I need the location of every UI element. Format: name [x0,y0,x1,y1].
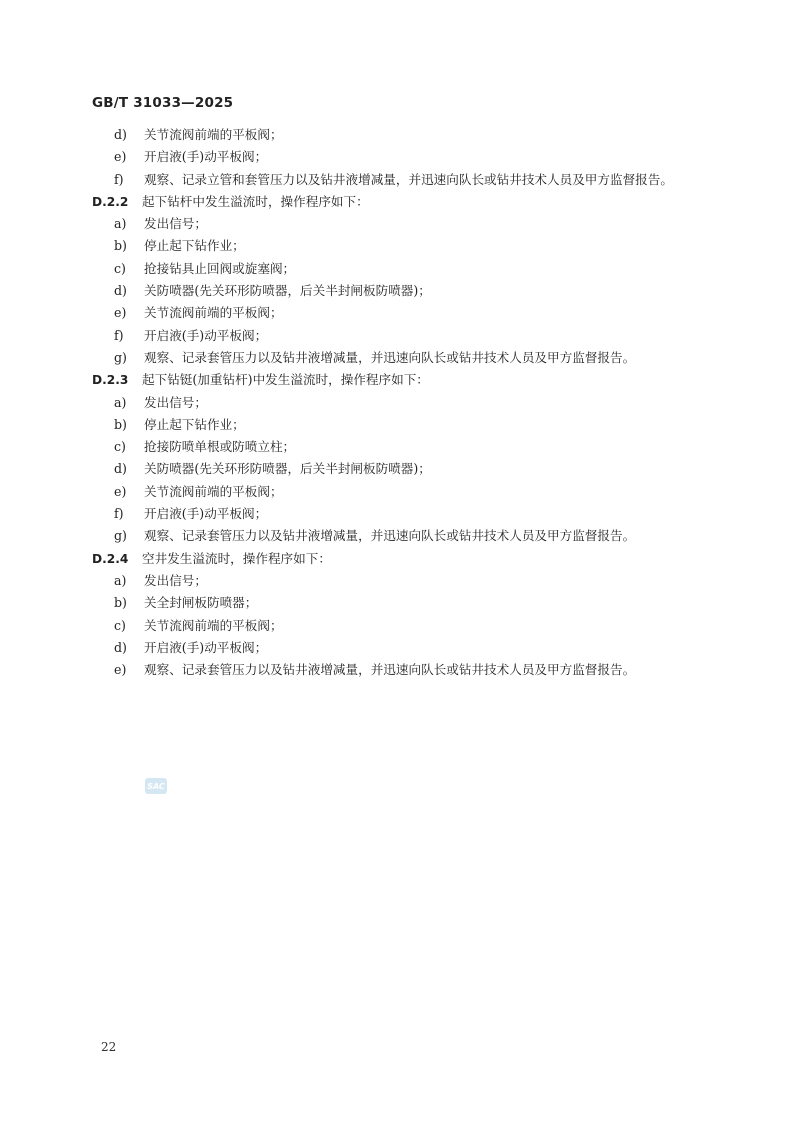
list-item [92,347,702,369]
list-item-text: 观察、记录套管压力以及钻井液增减量，并迅速向队长或钻井技术人员及甲方监督报告。 [144,349,636,365]
document-body [92,124,702,681]
list-item-marker: d) [114,461,127,477]
clause-number: D.2.4 [92,551,129,566]
list-item-text: 发出信号； [144,572,207,588]
list-item-marker: f) [114,506,124,522]
document-code-header: GB/T 31033—2025 [92,95,234,111]
list-item [92,570,702,592]
list-item-text: 开启液(手)动平板阀； [144,639,268,655]
list-item-text: 观察、记录立管和套管压力以及钻井液增减量，并迅速向队长或钻井技术人员及甲方监督报告。 [144,171,673,187]
list-item [92,436,702,458]
list-item-marker: d) [114,127,127,142]
list-item [92,213,702,235]
list-item-marker: c) [114,439,126,455]
list-item-marker: a) [114,394,127,410]
list-item-text: 关节流阀前端的平板阀； [144,127,283,142]
list-item-marker: b) [114,595,127,611]
clause-text: 起下钻铤(加重钻杆)中发生溢流时，操作程序如下： [142,372,429,388]
list-item-marker: e) [114,662,127,678]
list-item [92,235,702,257]
list-item-text: 开启液(手)动平板阀； [144,327,268,343]
list-item-marker: a) [114,216,127,232]
list-item-marker: c) [114,260,126,276]
list-item-text: 开启液(手)动平板阀； [144,149,268,165]
list-item [92,302,702,324]
clause-text: 起下钻杆中发生溢流时，操作程序如下： [142,193,369,209]
list-item [92,503,702,525]
list-item-text: 关防喷器(先关环形防喷器，后关半封闸板防喷器)； [144,283,431,299]
list-item-text: 发出信号； [144,394,207,410]
list-item-text: 开启液(手)动平板阀； [144,506,268,522]
list-item [92,458,702,480]
list-item-text: 关节流阀前端的平板阀； [144,483,283,499]
clause-number: D.2.3 [92,373,129,388]
list-item [92,481,702,503]
list-item [92,637,702,659]
list-item [92,169,702,191]
list-item-text: 关节流阀前端的平板阀； [144,617,283,633]
list-item [92,325,702,347]
list-item-marker: a) [114,572,127,588]
page-number: 22 [101,1040,117,1054]
list-item [92,659,702,681]
list-item-marker: e) [114,305,127,321]
clause-text: 空井发生溢流时，操作程序如下： [142,550,331,566]
list-item-marker: d) [114,639,127,655]
clause-number: D.2.2 [92,194,129,209]
list-item-marker: b) [114,238,127,254]
list-item-marker: f) [114,171,124,187]
clause-heading [92,191,702,213]
list-item [92,392,702,414]
list-item-text: 关节流阀前端的平板阀； [144,305,283,321]
list-item-text: 观察、记录套管压力以及钻井液增减量，并迅速向队长或钻井技术人员及甲方监督报告。 [144,528,636,544]
list-item-marker: f) [114,327,124,343]
sac-watermark-logo: SAC [145,778,167,794]
list-item [92,124,702,146]
list-item-marker: g) [114,349,127,365]
list-item-text: 抢接钻具止回阀或旋塞阀； [144,260,296,276]
list-item-marker: b) [114,416,127,432]
list-item [92,615,702,637]
list-item-text: 停止起下钻作业； [144,238,245,254]
list-item-text: 观察、记录套管压力以及钻井液增减量，并迅速向队长或钻井技术人员及甲方监督报告。 [144,662,636,678]
list-item [92,280,702,302]
list-item-marker: c) [114,617,126,633]
list-item-text: 抢接防喷单根或防喷立柱； [144,439,296,455]
list-item-text: 发出信号； [144,216,207,232]
list-item [92,146,702,168]
clause-heading [92,369,702,391]
list-item-text: 关全封闸板防喷器； [144,595,258,611]
list-item-marker: d) [114,283,127,299]
clause-heading [92,548,702,570]
list-item-text: 停止起下钻作业； [144,416,245,432]
list-item-marker: g) [114,528,127,544]
list-item [92,414,702,436]
list-item [92,258,702,280]
list-item [92,525,702,547]
list-item-marker: e) [114,149,127,165]
list-item-marker: e) [114,483,127,499]
list-item [92,592,702,614]
list-item-text: 关防喷器(先关环形防喷器，后关半封闸板防喷器)； [144,461,431,477]
